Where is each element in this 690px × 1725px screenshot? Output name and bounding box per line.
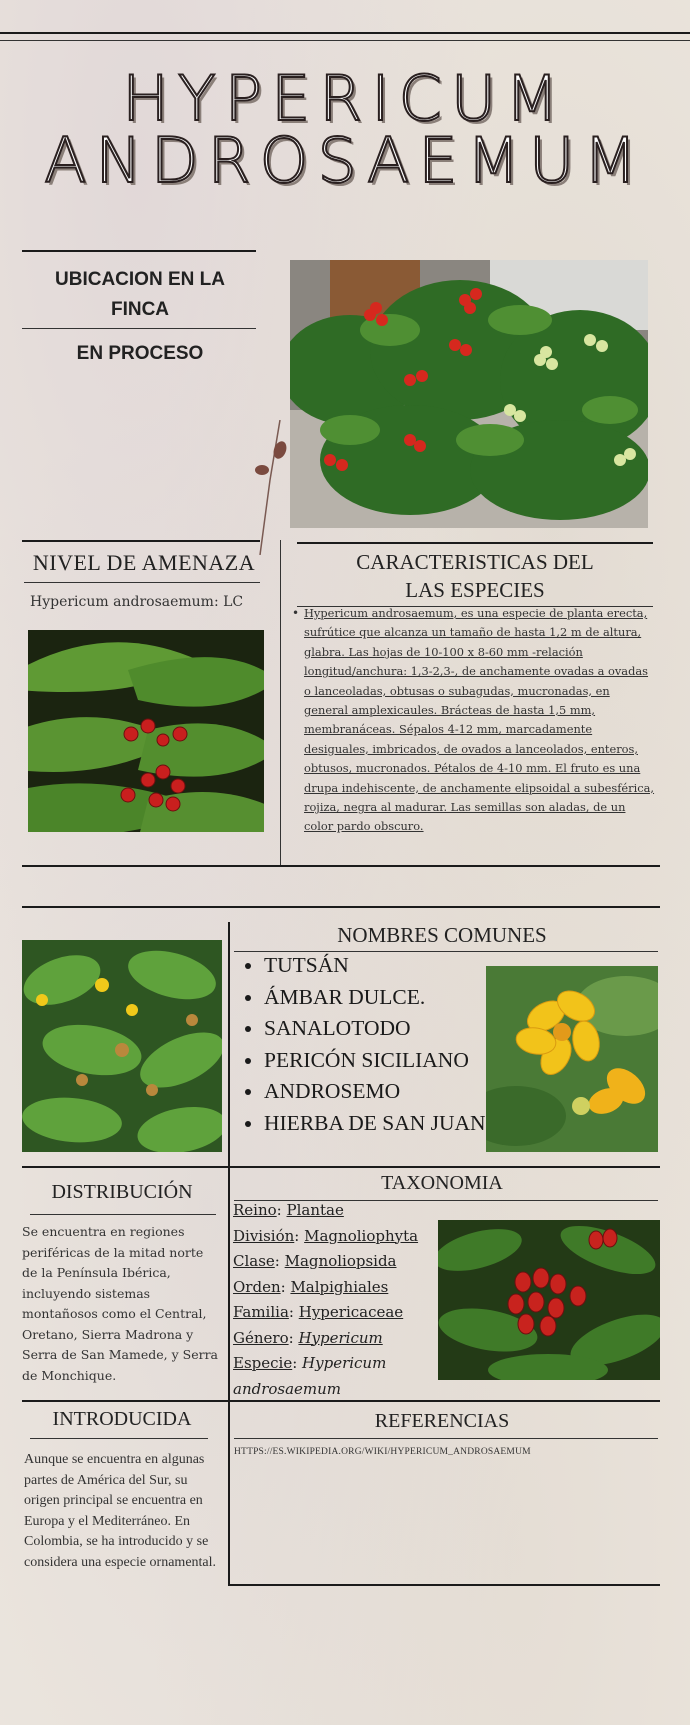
page-title-line1: HYPERICUM: [122, 62, 568, 135]
taxonomy-row-division: División: Magnoliophyta: [233, 1226, 419, 1245]
list-item: • ANDROSEMO: [264, 1076, 514, 1108]
page-title-line2: ANDROSAEMUM: [44, 124, 646, 197]
flowers-leaves-photo: [22, 940, 222, 1152]
plant-photo-main: [290, 260, 648, 528]
list-item: • SANALOTODO: [264, 1013, 514, 1045]
section2-mid-rule: [22, 1166, 660, 1168]
section1-top-rule-right: [297, 542, 653, 544]
section1-top-rule: [22, 540, 260, 542]
section1-divider: [280, 540, 281, 865]
berries-photo: [28, 630, 264, 832]
taxonomy-row-reino: Reino: Plantae: [233, 1201, 344, 1219]
taxonomy-row-especie: Especie: Hypericum androsaemum: [233, 1354, 387, 1398]
references-link[interactable]: HTTPS://ES.WIKIPEDIA.ORG/WIKI/HYPERICUM_ANDROSAEMUM: [234, 1447, 531, 1457]
list-item: • ÁMBAR DULCE.: [264, 982, 514, 1014]
characteristics-text: Hypericum androsaemum, es una especie de planta erecta, sufrútice que alcanza un tamaño de hasta 1,2 m de altura, glabra. Las hojas de 10-100 x 8-60 mm -relación longitud/anchura: 1,3-2,3-, de anchamente ovadas a ovadas o lanceoladas, obtusas o subagudas, mucronadas, en general amplexicaules. Brácteas de hasta 1,5 mm, membranáceas. Sépalos 4-12 mm, marcadamente desiguales, imbricados, de ovados a lanceolados, enteros, obtusos, mucronados. Pétalos de 4-10 mm. El fruto es una drupa indehiscente, de anchamente elipsoidal a subesférica, rojiza, negra al madurar. Las semillas son aladas, de un color pardo obscuro.: [304, 606, 655, 834]
introduced-heading: INTRODUCIDA: [52, 1408, 192, 1430]
introduced-text: Aunque se encuentra en algunas partes de América del Sur, su origen principal se encuentra en Europa y el Mediterráneo. En Colombia, se ha introducido y se considera una especie ornamental.: [24, 1452, 217, 1570]
common-names-list: [240, 950, 514, 1139]
section1-bottom-rule: [22, 865, 660, 867]
location-rule-top: [22, 250, 256, 252]
introduced-rule: [30, 1438, 208, 1439]
location-heading: UBICACION EN LA FINCA: [55, 269, 225, 320]
yellow-flower-photo: [486, 966, 658, 1152]
taxonomy-row-clase: Clase: Magnoliopsida: [233, 1252, 397, 1270]
characteristics-bullet-icon: •: [292, 606, 300, 620]
branch-decoration-icon: [250, 420, 290, 555]
references-heading: REFERENCIAS: [374, 1410, 510, 1432]
distribution-heading: DISTRIBUCIÓN: [51, 1181, 193, 1203]
section2-bottom-rule: [228, 1584, 660, 1586]
threat-heading: NIVEL DE AMENAZA: [32, 550, 256, 575]
taxonomy-list: [233, 1198, 433, 1402]
threat-value: Hypericum androsaemum: LC: [30, 594, 244, 610]
list-item: • PERICÓN SICILIANO: [264, 1045, 514, 1077]
section2-lower-rule: [22, 1400, 660, 1402]
location-rule-mid: [22, 328, 256, 329]
common-names-heading: NOMBRES COMUNES: [337, 923, 547, 947]
taxonomy-heading: TAXONOMIA: [381, 1172, 503, 1194]
list-item: • TUTSÁN: [264, 950, 514, 982]
distribution-text: Se encuentra en regiones periféricas de la mitad norte de la Península Ibérica, incluyendo sistemas montañosos como el Central, Oretano, Sierra Madrona y Serra de San Mamede, y Serra de Monchique.: [22, 1224, 218, 1383]
red-berries-photo: [438, 1220, 660, 1380]
location-status: EN PROCESO: [76, 343, 204, 364]
section2-divider: [228, 922, 230, 1584]
section2-top-rule: [22, 906, 660, 908]
taxonomy-row-genero: Género: Hypericum: [233, 1328, 383, 1347]
threat-rule: [24, 582, 260, 583]
distribution-rule: [30, 1214, 216, 1215]
characteristics-heading-line2: LAS ESPECIES: [405, 578, 545, 602]
top-rule: [0, 32, 690, 34]
taxonomy-row-familia: Familia: Hypericaceae: [233, 1303, 404, 1321]
characteristics-heading-line1: CARACTERISTICAS DEL: [356, 550, 594, 574]
taxonomy-row-orden: Orden: Malpighiales: [233, 1277, 389, 1296]
top-rule-thin: [0, 40, 690, 41]
references-rule: [234, 1438, 658, 1439]
list-item: • HIERBA DE SAN JUAN: [264, 1108, 514, 1140]
